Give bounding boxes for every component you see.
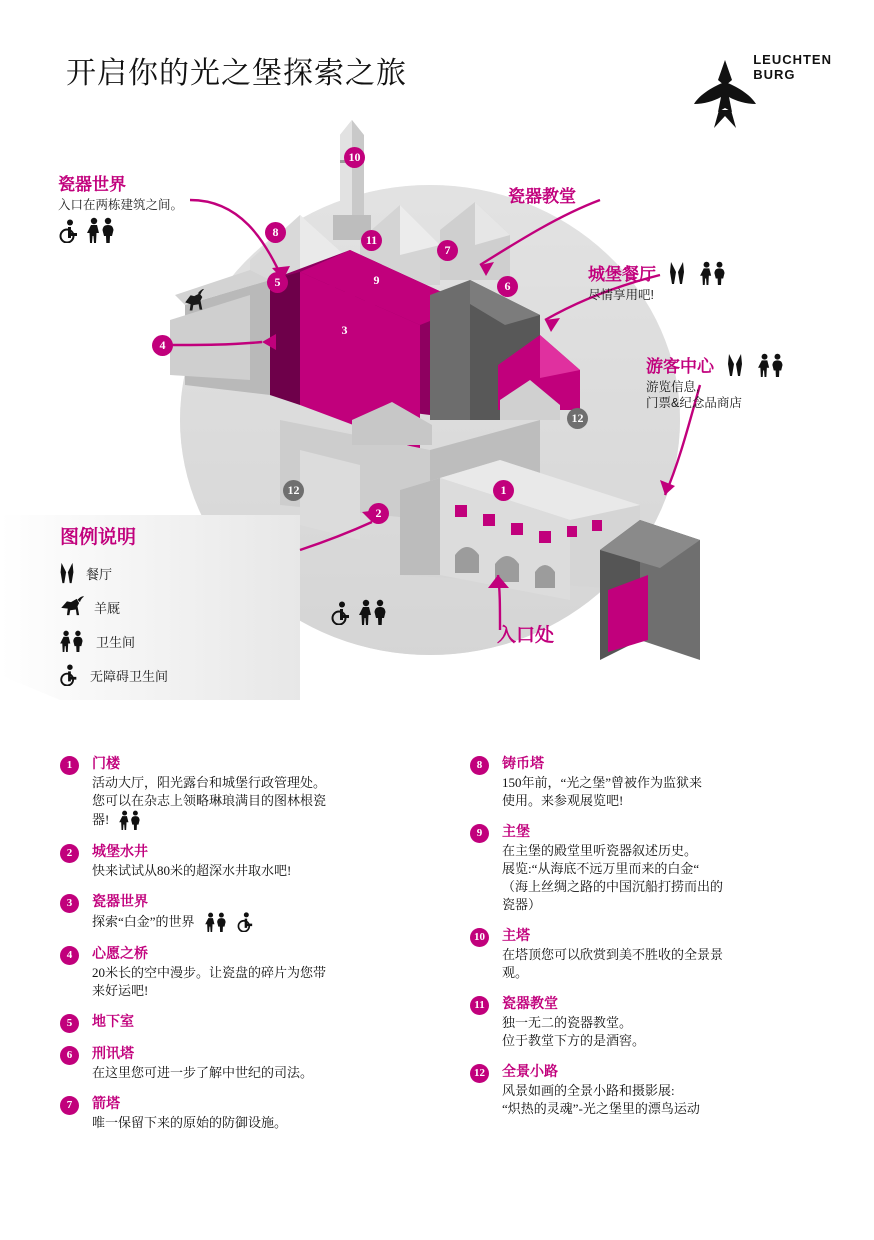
list-item-body-line-with-icons <box>92 810 430 830</box>
callout-title: 瓷器教堂 <box>508 187 576 206</box>
map-badge-8[interactable]: 8 <box>265 222 286 243</box>
callout-title: 城堡餐厅 <box>588 265 656 284</box>
list-item-body-line: 快来试试从80米的超深水井取水吧! <box>92 863 292 878</box>
legend-item-restaurant <box>58 562 112 584</box>
restroom-icon <box>58 630 86 652</box>
wheelchair-icon <box>236 912 255 932</box>
restroom-icon <box>203 912 229 932</box>
list-item[interactable] <box>60 1013 430 1032</box>
list-item-body-line: 独一无二的瓷器教堂。 <box>502 1015 633 1030</box>
list-item-body-line: “炽热的灵魂”-光之堡里的漂鸟运动 <box>502 1101 700 1116</box>
list-item-body-text: 探索“白金”的世界 <box>92 914 195 929</box>
restroom-icon <box>756 353 786 377</box>
list-item-body-line: 展览:“从海底不远万里而来的白金“ <box>502 861 700 876</box>
list-item[interactable] <box>60 893 430 932</box>
castle-map <box>0 120 874 720</box>
list-item-heading: 城堡水井 <box>92 845 148 860</box>
list-item-number: 6 <box>60 1046 79 1065</box>
list-item-body-line: 20米长的空中漫步。让瓷盘的碎片为您带 <box>92 965 327 980</box>
restroom-icon <box>698 261 728 285</box>
list-item[interactable] <box>60 945 430 1000</box>
wheelchair-icon <box>330 601 352 625</box>
callout-castle-restaurant <box>588 260 728 303</box>
list-item-number: 10 <box>470 928 489 947</box>
list-item-heading: 主塔 <box>502 929 530 944</box>
wheelchair-icon <box>58 664 80 686</box>
list-item-number: 4 <box>60 946 79 965</box>
list-item-body-line: 观。 <box>502 965 529 980</box>
list-item-body-line: 活动大厅，阳光露台和城堡行政管理处。 <box>92 775 327 790</box>
callout-subtitle: 尽情享用吧! <box>588 288 654 302</box>
listing-column-right <box>470 755 840 1131</box>
map-badge-11[interactable]: 11 <box>361 230 382 251</box>
list-item-heading: 刑讯塔 <box>92 1047 134 1062</box>
map-badge-9[interactable]: 9 <box>366 270 387 291</box>
legend-title: 图例说明 <box>60 527 137 548</box>
list-item-body-line: 风景如画的全景小路和摄影展: <box>502 1083 675 1098</box>
list-item-body-line: 瓷器） <box>502 897 542 912</box>
list-item[interactable] <box>60 1045 430 1082</box>
map-badge-12-right[interactable]: 12 <box>567 408 588 429</box>
list-item-body-line: 您可以在杂志上领略琳琅满目的图林根瓷 <box>92 793 327 808</box>
map-badge-6[interactable]: 6 <box>497 276 518 297</box>
list-item-heading: 瓷器世界 <box>92 895 148 910</box>
list-item-number: 5 <box>60 1014 79 1033</box>
legend-label: 餐厅 <box>86 566 113 582</box>
map-icons-restroom-group <box>330 599 388 625</box>
list-item-body-line: 在这里您可进一步了解中世纪的司法。 <box>92 1065 314 1080</box>
map-badge-3[interactable]: 3 <box>334 320 355 341</box>
list-item-number: 9 <box>470 824 489 843</box>
list-item[interactable] <box>470 927 840 982</box>
list-item[interactable] <box>60 843 430 880</box>
list-item-heading: 心愿之桥 <box>92 947 148 962</box>
listing-column-left <box>60 755 430 1145</box>
list-item-body-line: 来好运吧! <box>92 983 149 998</box>
callout-title: 瓷器世界 <box>58 175 126 194</box>
cutlery-icon <box>668 261 686 285</box>
map-badge-7[interactable]: 7 <box>437 240 458 261</box>
map-badge-2[interactable]: 2 <box>368 503 389 524</box>
callout-icons <box>58 217 183 243</box>
legend-label: 羊厩 <box>94 600 121 616</box>
list-item-body-line: 位于教堂下方的是酒窖。 <box>502 1033 646 1048</box>
legend-item-restroom <box>58 630 135 652</box>
goat-icon <box>58 596 84 618</box>
restroom-icon <box>86 217 116 243</box>
list-item-icons <box>203 912 255 932</box>
callout-porcelain-world <box>58 170 183 243</box>
callout-visitor-center <box>646 352 786 411</box>
map-badge-1[interactable]: 1 <box>493 480 514 501</box>
list-item-heading: 门楼 <box>92 757 120 772</box>
logo-line-2: BURG <box>753 67 796 82</box>
callout-subtitle-line1: 游览信息, <box>646 380 700 394</box>
wheelchair-icon <box>58 219 80 243</box>
list-item-body-line: 在主堡的殿堂里听瓷器叙述历史。 <box>502 843 698 858</box>
list-item[interactable] <box>470 755 840 810</box>
list-item-heading: 地下室 <box>92 1015 134 1030</box>
list-item-number: 1 <box>60 756 79 775</box>
list-item-heading: 主堡 <box>502 825 530 840</box>
logo-line-1: LEUCHTEN <box>753 52 832 67</box>
callout-entrance <box>497 620 554 647</box>
restroom-icon <box>117 810 143 830</box>
callout-porcelain-church <box>508 182 576 207</box>
map-badge-10[interactable]: 10 <box>344 147 365 168</box>
list-item-number: 11 <box>470 996 489 1015</box>
list-item-body-line-with-icons <box>92 912 430 932</box>
callout-subtitle-line2: 门票&纪念品商店 <box>646 396 742 410</box>
list-item-number: 8 <box>470 756 489 775</box>
list-item-body-line: 在塔顶您可以欣赏到美不胜收的全景景 <box>502 947 724 962</box>
list-item-heading: 箭塔 <box>92 1097 120 1112</box>
callout-subtitle: 入口在两栋建筑之间。 <box>58 198 184 212</box>
list-item-body-line: 150年前，“光之堡”曾被作为监狱来 <box>502 775 703 790</box>
list-item-number: 2 <box>60 844 79 863</box>
list-item[interactable] <box>60 1095 430 1132</box>
list-item[interactable] <box>470 1063 840 1118</box>
cutlery-icon <box>58 562 76 584</box>
callout-title: 入口处 <box>497 625 555 646</box>
restroom-icon <box>358 599 388 625</box>
list-item-heading: 全景小路 <box>502 1065 558 1080</box>
legend-label: 卫生间 <box>96 634 136 650</box>
bird-logo-icon <box>694 60 756 128</box>
list-item[interactable] <box>470 823 840 914</box>
logo-wordmark <box>753 52 832 82</box>
list-item-number: 3 <box>60 894 79 913</box>
page-title: 开启你的光之堡探索之旅 <box>66 57 407 90</box>
list-item[interactable] <box>60 755 430 830</box>
list-item-number: 7 <box>60 1096 79 1115</box>
map-badge-12-left[interactable]: 12 <box>283 480 304 501</box>
list-item-body-line: 使用。来参观展览吧! <box>502 793 624 808</box>
list-item-body-line: （海上丝绸之路的中国沉船打捞而出的 <box>502 879 724 894</box>
list-item[interactable] <box>470 995 840 1050</box>
list-item-heading: 瓷器教堂 <box>502 997 558 1012</box>
cutlery-icon <box>726 353 744 377</box>
legend-panel <box>0 510 300 700</box>
list-item-body-line: 唯一保留下来的原始的防御设施。 <box>92 1115 288 1130</box>
map-badge-4[interactable]: 4 <box>152 335 173 356</box>
legend-item-goat-shed <box>58 596 120 618</box>
legend-label: 无障碍卫生间 <box>90 668 169 684</box>
list-item-number: 12 <box>470 1064 489 1083</box>
list-item-heading: 铸币塔 <box>502 757 544 772</box>
map-badge-5[interactable]: 5 <box>267 272 288 293</box>
list-item-body-text: 器! <box>92 812 110 827</box>
callout-title: 游客中心 <box>646 357 714 376</box>
legend-item-accessible-restroom <box>58 664 168 686</box>
